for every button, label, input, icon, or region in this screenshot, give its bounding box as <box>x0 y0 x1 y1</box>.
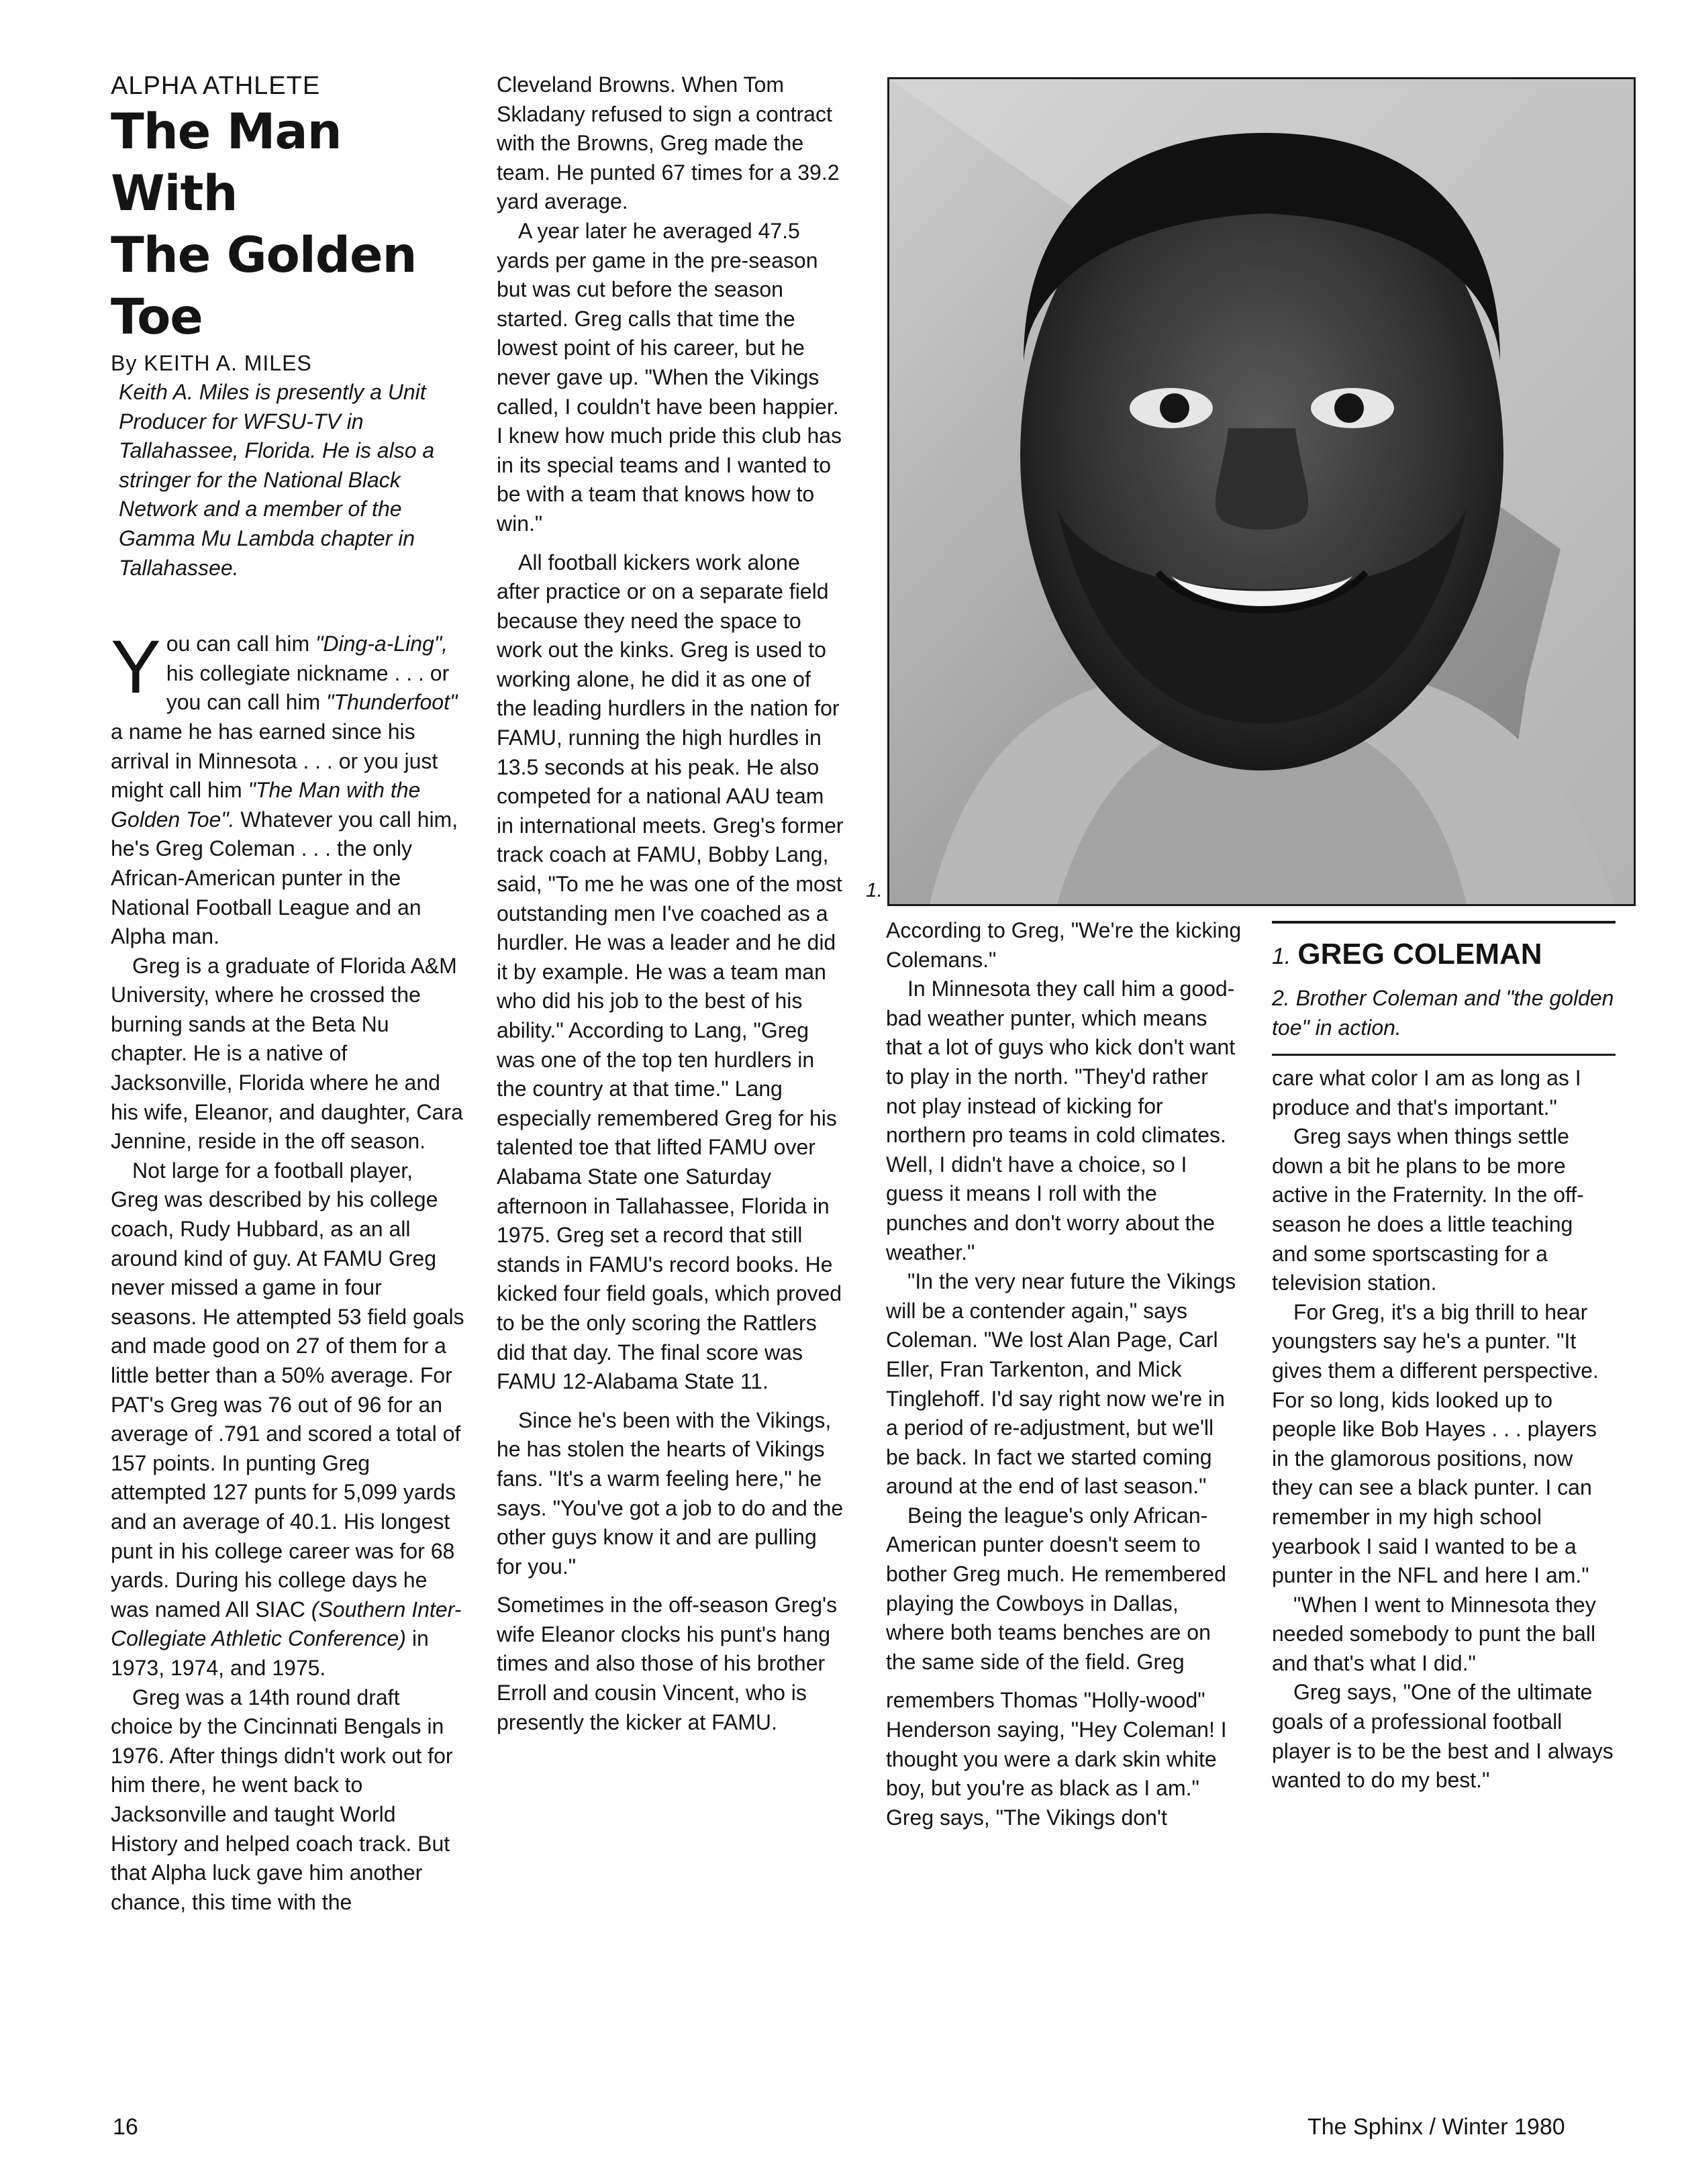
headline-line-1: The Man With <box>111 103 342 222</box>
paragraph: Being the league's only African-American punter doesn't seem to bother Greg much. He remembered playing the Cowboys in Dallas, where both teams benches are on the same side of the field. Greg <box>886 1503 1226 1674</box>
page-number: 16 <box>113 2114 138 2140</box>
paragraph: You can call him "Ding-a-Ling", his collegiate nickname . . . or you can call him "Thunderfoot" a name he has earned since his arrival in Minnesota . . . or you just might call him "The Man with the Golden Toe". Whatever you call him, he's Greg Coleman . . . the only African-American punter in the National Football League and an Alpha man. <box>111 625 458 949</box>
paragraph: "When I went to Minnesota they needed somebody to punt the ball and that's what I did." <box>1272 1592 1596 1675</box>
article-column-4 <box>1272 1064 1614 1795</box>
paragraph: Since he's been with the Vikings, he has stolen the hearts of Vikings fans. "It's a warm feeling here," he says. "You've got a job to do and the other guys know it and are pulling for you." <box>497 1407 844 1579</box>
paragraph: Greg was a 14th round draft choice by the Cincinnati Bengals in 1976. After things didn't work out for him there, he went back to Jacksonville and taught World History and helped coach track. But that Alpha luck gave him another chance, this time with the <box>111 1685 453 1914</box>
paragraph: For Greg, it's a big thrill to hear youngsters say he's a punter. "It gives them a different perspective. For so long, kids looked up to people like Bob Hayes . . . players in the glamorous positions, now they can see a black punter. I can remember in my high school yearbook I said I wanted to be a punter in the NFL and here I am." <box>1272 1299 1599 1588</box>
paragraph: All football kickers work alone after practice or on a separate field because they need the space to work out the kinks. Greg is used to working alone, he did it as one of the leading hurdlers in the nation for FAMU, running the high hurdles in 13.5 seconds at his peak. He also competed for a national AAU team in international meets. Greg's former track coach at FAMU, Bobby Lang, said, "To me he was one of the most outstanding men I've coached as a hurdler. He was a leader and he did it by example. He was a team man who did his job to the best of his ability." According to Lang, "Greg was one of the top ten hurdlers in the country at that time." Lang especially remembered Greg for his talented toe that lifted FAMU over Alabama State one Saturday afternoon in Tallahassee, Florida in 1975. Greg set a record that still stands in FAMU's record books. He kicked four field goals, which proved to be the only scoring the Rattlers did that day. The final score was FAMU 12-Alabama State 11. <box>497 550 844 1394</box>
paragraph: Sometimes in the off-season Greg's wife Eleanor clocks his punt's hang times and also those of his brother Erroll and cousin Vincent, who is presently the kicker at FAMU. <box>497 1593 838 1734</box>
author-bio: Keith A. Miles is presently a Unit Producer for WFSU-TV in Tallahassee, Florida. He is also a stringer for the National Black Network and a member of the Gamma Mu Lambda chapter in Tallahassee. <box>119 380 435 580</box>
portrait-illustration <box>889 79 1634 904</box>
paragraph: Greg says when things settle down a bit he plans to be more active in the Fraternity. In the off-season he does a little teaching and some sportscasting for a television station. <box>1272 1124 1584 1295</box>
paragraph: Greg says, "One of the ultimate goals of a professional football player is to be the best and I always wanted to do my best." <box>1272 1680 1614 1793</box>
headline-line-2: The Golden Toe <box>111 227 417 346</box>
photo-caption-subtitle: 2. Brother Coleman and "the golden toe" in action. <box>1272 986 1614 1040</box>
paragraph: Not large for a football player, Greg was described by his college coach, Rudy Hubbard, as an all around kind of guy. At FAMU Greg never missed a game in four seasons. He attempted 53 field goals and made good on 27 of them for a little better than a 50% average. For PAT's Greg was 76 out of 96 for an average of .791 and scored a total of 157 points. In punting Greg attempted 127 punts for 5,099 yards and an average of 40.1. His longest punt in his college career was for 68 yards. During his college days he was named All SIAC (Southern Inter-Collegiate Athletic Conference) in 1973, 1974, and 1975. <box>111 1158 464 1680</box>
section-label: ALPHA ATHLETE <box>111 72 321 100</box>
article-column-3 <box>886 916 1242 1832</box>
paragraph: In Minnesota they call him a good-bad weather punter, which means that a lot of guys who kick don't want to play in the north. "They'd rather not play instead of kicking for northern pro teams in cold climates. Well, I didn't have a choice, so I guess it means I roll with the punches and don't worry about the weather." <box>886 977 1236 1264</box>
publication-footer: The Sphinx / Winter 1980 <box>1307 2114 1565 2140</box>
portrait-photo <box>887 77 1636 906</box>
byline: By KEITH A. MILES <box>111 351 312 375</box>
paragraph: Greg is a graduate of Florida A&M University, where he crossed the burning sands at the Beta Nu chapter. He is a native of Jacksonville, Florida where he and his wife, Eleanor, and daughter, Cara Jennine, reside in the off season. <box>111 953 463 1154</box>
caption-rule-top <box>1272 921 1616 924</box>
paragraph: care what color I am as long as I produce and that's important." <box>1272 1066 1581 1120</box>
paragraph: Cleveland Browns. When Tom Skladany refused to sign a contract with the Browns, Greg made the team. He punted 67 times for a 39.2 yard average. <box>497 72 840 214</box>
paragraph: "In the very near future the Vikings will be a contender again," says Coleman. "We lost Alan Page, Carl Eller, Fran Tarkenton, and Mick Tinglehoff. I'd say right now we're in a period of re-adjustment, but we'll be back. In fact we started coming around at the end of last season." <box>886 1269 1236 1499</box>
paragraph: A year later he averaged 47.5 yards per game in the pre-season but was cut before the season started. Greg calls that time the lowest point of his career, but he never gave up. "When the Vikings called, I couldn't have been happier. I knew how much pride this club has in its special teams and I wanted to be with a team that knows how to win." <box>497 218 842 536</box>
photo-number: 1. <box>866 879 883 901</box>
photo-caption-title: 1. GREG COLEMAN <box>1272 938 1542 971</box>
article-column-1 <box>111 70 466 1917</box>
paragraph: According to Greg, "We're the kicking Colemans." <box>886 918 1242 972</box>
paragraph: remembers Thomas "Holly-wood" Henderson saying, "Hey Coleman! I thought you were a dark skin white boy, but you're as black as I am." Greg says, "The Vikings don't <box>886 1688 1227 1830</box>
article-column-2 <box>497 70 846 1737</box>
caption-rule-bottom <box>1272 1054 1616 1056</box>
drop-cap: Y <box>111 625 161 709</box>
